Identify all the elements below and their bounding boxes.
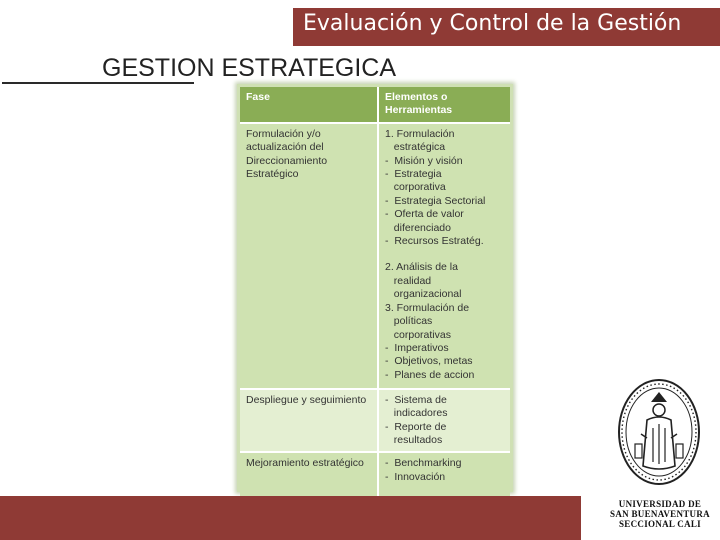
tool-item: - Estrategia corporativa — [385, 168, 446, 194]
phase-cell: Despliegue y seguimiento — [240, 389, 378, 453]
header-title: Evaluación y Control de la Gestión — [303, 11, 682, 36]
phase-cell: Mejoramiento estratégico — [240, 452, 378, 496]
title-underline — [2, 82, 194, 84]
header-phase: Fase — [240, 87, 378, 123]
tools-cell — [378, 389, 510, 453]
university-name-line3: SECCIONAL CALI — [619, 519, 701, 529]
tool-spacer — [385, 248, 504, 261]
tools-cell — [378, 123, 510, 389]
tools-cell — [378, 452, 510, 496]
university-name-line1: UNIVERSIDAD DE — [618, 499, 702, 509]
tool-item: - Objetivos, metas — [385, 355, 473, 368]
university-name-line2: SAN BUENAVENTURA — [610, 509, 710, 519]
tool-item: - Oferta de valor diferenciado — [385, 208, 464, 234]
table-row — [240, 123, 510, 389]
tool-item: 1. Formulación estratégica — [385, 127, 455, 154]
footer-bar — [0, 496, 581, 540]
header-tools: Elementos o Herramientas — [378, 87, 510, 123]
strategy-table — [240, 87, 510, 496]
tool-item: - Benchmarking — [385, 457, 462, 470]
tool-item: - Estrategia Sectorial — [385, 194, 486, 207]
table-row — [240, 452, 510, 496]
table-row — [240, 389, 510, 453]
tool-item: - Recursos Estratég. — [385, 235, 484, 248]
table-header-row — [240, 87, 510, 123]
tool-item: 2. Análisis de la realidad organizacional — [385, 261, 462, 301]
tool-item: - Misión y visión — [385, 154, 463, 167]
phase-cell: Formulación y/o actualización del Direccionamiento Estratégico — [240, 123, 378, 389]
slide-title: GESTION ESTRATEGICA — [102, 54, 397, 82]
tool-item: 3. Formulación de políticas corporativas — [385, 301, 470, 341]
tool-item: - Innovación — [385, 470, 446, 483]
tool-item: - Planes de accion — [385, 368, 475, 381]
university-name — [600, 499, 720, 529]
tool-item: - Sistema de indicadores — [385, 393, 448, 420]
tool-item: - Reporte de resultados — [385, 420, 447, 447]
university-seal-icon — [617, 378, 701, 486]
tool-item: - Imperativos — [385, 341, 449, 354]
strategy-table-panel — [237, 84, 513, 492]
